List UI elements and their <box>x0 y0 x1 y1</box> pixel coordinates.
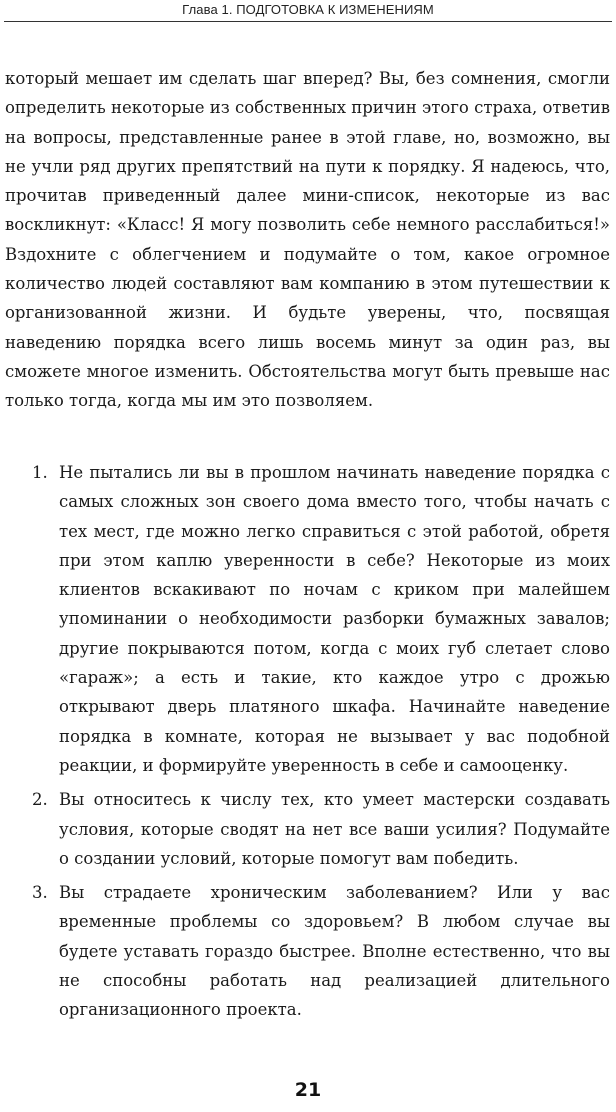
body-paragraph: который мешает им сделать шаг вперед? Вы, без сомнения, смогли определить некоторые из собственных причин этого страха, ответив на вопросы, представленные ранее в этой главе, но, возможно, вы не учли ряд других препятствий на пути к порядку. Я надеюсь, что, прочитав приведенный далее мини-список, некоторые из вас воскликнут: «Класс! Я могу позволить себе немного расслабиться!» Вздохните с облегчением и подумайте о том, какое огромное количество людей составляют вам компанию в этом путешествии к организованной жизни. И будьте уверены, что, посвящая наведению порядка всего лишь восемь минут за один раз, вы сможете многое изменить. Обстоятельства могут быть превыше нас только тогда, когда мы им это позволяем. <box>5 69 611 411</box>
list-item <box>0 458 610 780</box>
header-rule <box>4 21 612 22</box>
list-item-text: Не пытались ли вы в прошлом начинать наведение порядка с самых сложных зон своего дома вместо того, чтобы начать с тех мест, где можно легко справиться с этой работой, обретя при этом каплю уверенности в себе? Некоторые из моих клиентов вскакивают по ночам с криком при малейшем упоминании о необходимости разборки бумажных завалов; другие покрываются потом, когда с моих губ слетает слово «гараж»; а есть и такие, кто каждое утро с дрожью открывают дверь платяного шкафа. Начинайте наведение порядка в комнате, которая не вызывает у вас подобной реакции, и формируйте уверенность в себе и самооценку. <box>59 463 610 775</box>
page-number: 21 <box>294 1079 322 1101</box>
running-head: Глава 1. ПОДГОТОВКА К ИЗМЕНЕНИЯМ <box>182 2 434 17</box>
numbered-list <box>0 458 616 1030</box>
list-item <box>0 878 610 1024</box>
list-item-number: 3. <box>32 883 48 903</box>
list-item-text: Вы относитесь к числу тех, кто умеет мастерски создавать условия, которые сводят на нет все ваши усилия? Подумайте о создании условий, которые помогут вам победить. <box>59 790 610 868</box>
list-item <box>0 785 610 873</box>
list-item-number: 1. <box>32 463 48 482</box>
list-item-number: 2. <box>32 790 48 810</box>
list-item-text: Вы страдаете хроническим заболеванием? Или у вас временные проблемы со здоровьем? В любом случае вы будете уставать гораздо быстрее. Вполне естественно, что вы не способны работать над реализацией длительного организационного проекта. <box>59 883 610 1020</box>
